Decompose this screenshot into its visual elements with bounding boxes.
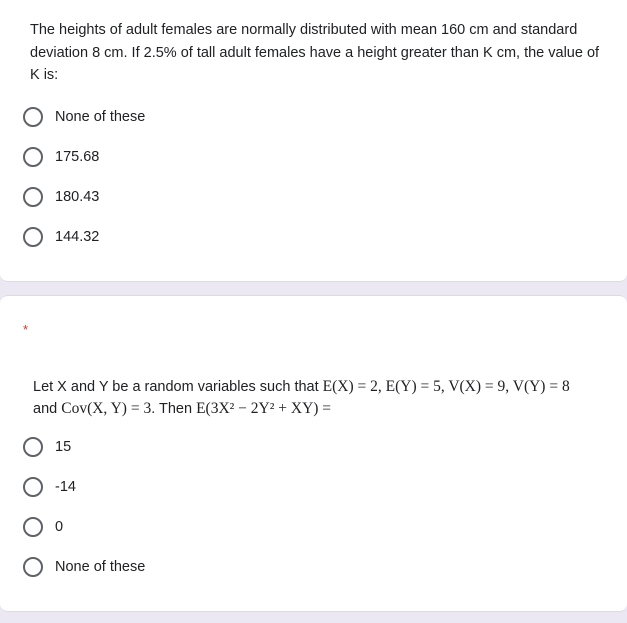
question-2-text-prefix: Let X and Y be a random variables such that — [33, 379, 323, 395]
option-1-180-43[interactable] — [23, 185, 99, 209]
option-1-175-68[interactable] — [23, 145, 99, 169]
option-label: None of these — [55, 109, 146, 125]
option-2-0[interactable] — [23, 515, 63, 539]
option-2-minus-14[interactable] — [23, 475, 76, 499]
question-2-math-covariance: Cov(X, Y) = 3 — [61, 400, 152, 417]
radio-button-icon[interactable] — [23, 437, 43, 457]
option-label: None of these — [55, 559, 146, 575]
option-label: 0 — [55, 519, 64, 535]
required-asterisk: * — [23, 322, 29, 337]
option-label: -14 — [55, 479, 76, 495]
question-2-text-then: . Then — [151, 401, 197, 417]
option-label: 144.32 — [55, 229, 100, 245]
radio-button-icon[interactable] — [23, 147, 43, 167]
radio-button-icon[interactable] — [23, 477, 43, 497]
question-2-text — [33, 376, 618, 420]
question-2-math-expectations: E(X) = 2, E(Y) = 5, V(X) = 9, V(Y) = 8 — [322, 378, 570, 395]
option-1-144-32[interactable] — [23, 225, 99, 249]
radio-button-icon[interactable] — [23, 187, 43, 207]
question-1-text: The heights of adult females are normally distributed with mean 160 cm and standard deviation 8 cm. If 2.5% of tall adult females have a height greater than K cm, the value of K is: — [30, 22, 600, 83]
option-label: 180.43 — [55, 189, 100, 205]
option-label: 15 — [55, 439, 72, 455]
radio-button-icon[interactable] — [23, 227, 43, 247]
option-label: 175.68 — [55, 149, 100, 165]
question-2-math-target: E(3X² − 2Y² + XY) = — [196, 400, 332, 417]
radio-button-icon[interactable] — [23, 517, 43, 537]
question-2-text-and: and — [33, 401, 62, 417]
radio-button-icon[interactable] — [23, 107, 43, 127]
radio-button-icon[interactable] — [23, 557, 43, 577]
option-2-15[interactable] — [23, 435, 71, 459]
question-card-2 — [0, 295, 627, 612]
option-2-none-of-these[interactable] — [23, 555, 145, 579]
question-card-1 — [0, 0, 627, 282]
option-1-none-of-these[interactable] — [23, 105, 145, 129]
